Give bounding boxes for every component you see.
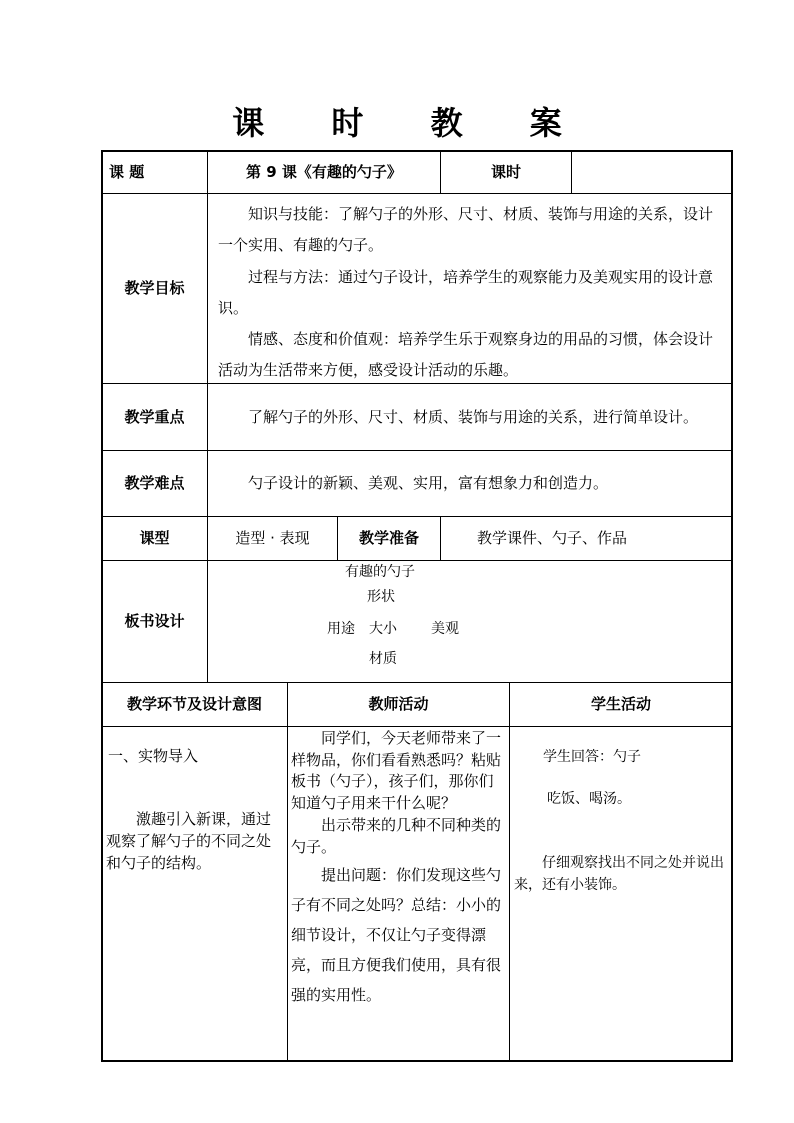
topic-value: 第 9 课《有趣的勺子》	[246, 162, 402, 181]
board-line-use: 用途	[327, 621, 355, 637]
objective-process: 过程与方法：通过勺子设计，培养学生的观察能力及美观实用的设计意识。	[218, 267, 714, 317]
board-line-material: 材质	[369, 651, 397, 667]
objective-knowledge: 知识与技能：了解勺子的外形、尺寸、材质、装饰与用途的关系，设计一个实用、有趣的勺子。	[218, 205, 714, 255]
key-point-label: 教学重点	[124, 407, 185, 426]
key-point-text: 了解勺子的外形、尺寸、材质、装饰与用途的关系，进行简单设计。	[248, 407, 699, 426]
topic-label: 课 题	[109, 162, 145, 181]
difficulty-label: 教学难点	[124, 474, 185, 493]
period-value	[572, 151, 732, 193]
student-answer-2: 吃饭、喝汤。	[547, 791, 631, 807]
board-line-shape: 形状	[367, 589, 395, 605]
student-answer-3	[514, 852, 730, 898]
page-title: 课 时 教 案	[232, 104, 590, 142]
board-line-size: 大小	[369, 621, 397, 637]
lesson-type-label: 课型	[139, 529, 170, 548]
student-answer-1: 学生回答：勺子	[543, 749, 641, 765]
board-line-title: 有趣的勺子	[345, 564, 415, 580]
step-title: 一、实物导入	[108, 747, 199, 765]
process-header-stage: 教学环节及设计意图	[126, 695, 262, 714]
teacher-activity-intro: 同学们，今天老师带来了一样物品，你们看看熟悉吗？粘贴板书（勺子），孩子们，那你们知道勺子用来干什么呢？	[291, 729, 502, 813]
step-intent-text: 激趣引入新课，通过观察了解勺子的不同之处和勺子的结构。	[106, 810, 272, 872]
preparation-label: 教学准备	[358, 529, 419, 548]
period-label: 课时	[490, 162, 521, 181]
teacher-activity	[291, 728, 505, 1058]
board-line-beauty: 美观	[431, 621, 459, 637]
column-divider	[509, 682, 510, 1062]
preparation-value: 教学课件、勺子、作品	[477, 529, 628, 548]
board-design-label: 板书设计	[124, 612, 185, 631]
process-header-teacher: 教师活动	[368, 695, 429, 714]
lesson-type-value: 造型 · 表现	[235, 529, 310, 548]
process-header-student: 学生活动	[590, 695, 651, 714]
column-divider	[287, 682, 288, 1062]
objectives-label: 教学目标	[124, 279, 185, 298]
teacher-activity-show: 出示带来的几种不同种类的勺子。	[291, 815, 502, 856]
objective-attitude: 情感、态度和价值观：培养学生乐于观察身边的用品的习惯，体会设计活动为生活带来方便，感受设计活动的乐趣。	[218, 330, 714, 380]
step-intent	[106, 808, 283, 888]
objectives-content	[208, 196, 732, 382]
student-answer-3-text: 仔细观察找出不同之处并说出来，还有小装饰。	[514, 855, 724, 893]
row-divider	[101, 726, 733, 727]
difficulty-text: 勺子设计的新颖、美观、实用，富有想象力和创造力。	[248, 474, 609, 493]
teacher-activity-question: 提出问题：你们发现这些勺子有不同之处吗？总结：小小的细节设计，不仅让勺子变得漂亮，而且方便我们使用，具有很强的实用性。	[291, 866, 502, 1005]
